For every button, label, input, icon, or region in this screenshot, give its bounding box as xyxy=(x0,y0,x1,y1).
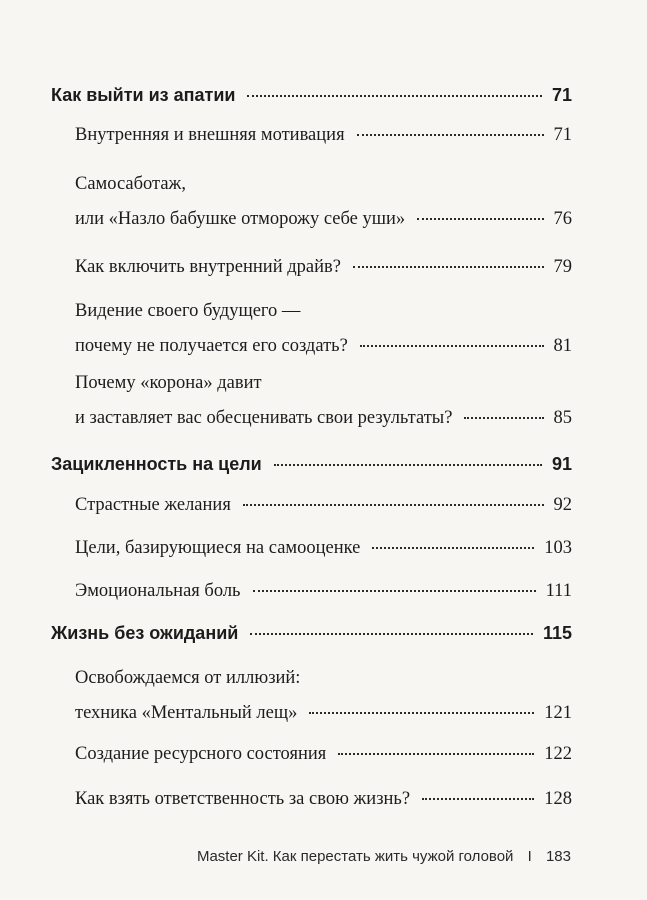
toc-entry-title: Эмоциональная боль xyxy=(75,581,241,601)
dot-leader xyxy=(247,95,542,97)
toc-entry-main xyxy=(51,621,572,645)
toc-entry-page: 71 xyxy=(553,125,572,145)
toc-entry-page: 76 xyxy=(553,209,572,229)
toc-entry-sub xyxy=(75,536,572,560)
toc-entry-page: 111 xyxy=(545,581,572,601)
dot-leader xyxy=(250,633,533,635)
toc-entry-page: 79 xyxy=(553,257,572,277)
toc-entry-title-line1: Видение своего будущего — xyxy=(75,301,301,321)
toc-entry-title: почему не получается его создать? xyxy=(75,336,348,356)
toc-entry-page: 121 xyxy=(544,703,572,723)
dot-leader xyxy=(417,218,543,220)
dot-leader xyxy=(360,345,544,347)
toc-entry-title-line1: Освобождаемся от иллюзий: xyxy=(75,668,301,688)
dot-leader xyxy=(372,547,534,549)
toc-entry-title-line1: Самосаботаж, xyxy=(75,174,186,194)
toc-entry-title-line1: Почему «корона» давит xyxy=(75,373,262,393)
toc-entry-page: 115 xyxy=(542,623,572,643)
toc-entry-page: 71 xyxy=(551,85,572,105)
toc-entry-page: 81 xyxy=(553,336,572,356)
dot-leader xyxy=(309,712,534,714)
page-footer xyxy=(197,848,571,865)
toc-entry-sub xyxy=(75,172,572,231)
toc-entry-page: 103 xyxy=(544,538,572,558)
toc-entry-sub xyxy=(75,123,572,147)
toc-entry-sub xyxy=(75,371,572,430)
toc-entry-sub xyxy=(75,299,572,358)
toc-entry-sub xyxy=(75,742,572,766)
toc-entry-title: Как выйти из апатии xyxy=(51,85,236,105)
toc-entry-sub xyxy=(75,579,572,603)
toc-entry-page: 128 xyxy=(544,789,572,809)
toc-entry-title: Зацикленность на цели xyxy=(51,454,262,474)
toc-entry-title: Внутренняя и внешняя мотивация xyxy=(75,125,345,145)
dot-leader xyxy=(357,134,544,136)
toc-entry-page: 122 xyxy=(544,744,572,764)
toc-entry-title: Цели, базирующиеся на самооценке xyxy=(75,538,361,558)
dot-leader xyxy=(464,417,543,419)
dot-leader xyxy=(353,266,544,268)
toc-entry-title: Как включить внутренний драйв? xyxy=(75,257,341,277)
toc-entry-page: 91 xyxy=(551,454,572,474)
toc-entry-page: 85 xyxy=(553,408,572,428)
dot-leader xyxy=(338,753,534,755)
dot-leader xyxy=(253,590,536,592)
toc-entry-title: Жизнь без ожиданий xyxy=(51,623,239,643)
footer-book-title: Master Kit. Как перестать жить чужой головой xyxy=(196,848,514,865)
toc-entry-title: и заставляет вас обесценивать свои результаты? xyxy=(75,408,453,428)
toc-entry-title: или «Назло бабушке отморожу себе уши» xyxy=(75,209,406,229)
toc-entry-title: Как взять ответственность за свою жизнь? xyxy=(75,789,411,809)
footer-separator: I xyxy=(527,848,532,865)
toc-entry-title: Страстные желания xyxy=(75,495,231,515)
footer-page-number: 183 xyxy=(545,848,571,865)
toc-entry-sub xyxy=(75,787,572,811)
toc-entry-title: техника «Ментальный лещ» xyxy=(75,703,298,723)
toc-entry-sub xyxy=(75,493,572,517)
dot-leader xyxy=(274,464,542,466)
dot-leader xyxy=(422,798,534,800)
toc-entry-main xyxy=(51,83,572,107)
toc-entry-title: Создание ресурсного состояния xyxy=(75,744,327,764)
toc-entry-sub xyxy=(75,255,572,279)
toc-entry-main xyxy=(51,452,572,476)
toc-entry-sub xyxy=(75,666,572,725)
toc-entry-page: 92 xyxy=(553,495,572,515)
dot-leader xyxy=(243,504,544,506)
